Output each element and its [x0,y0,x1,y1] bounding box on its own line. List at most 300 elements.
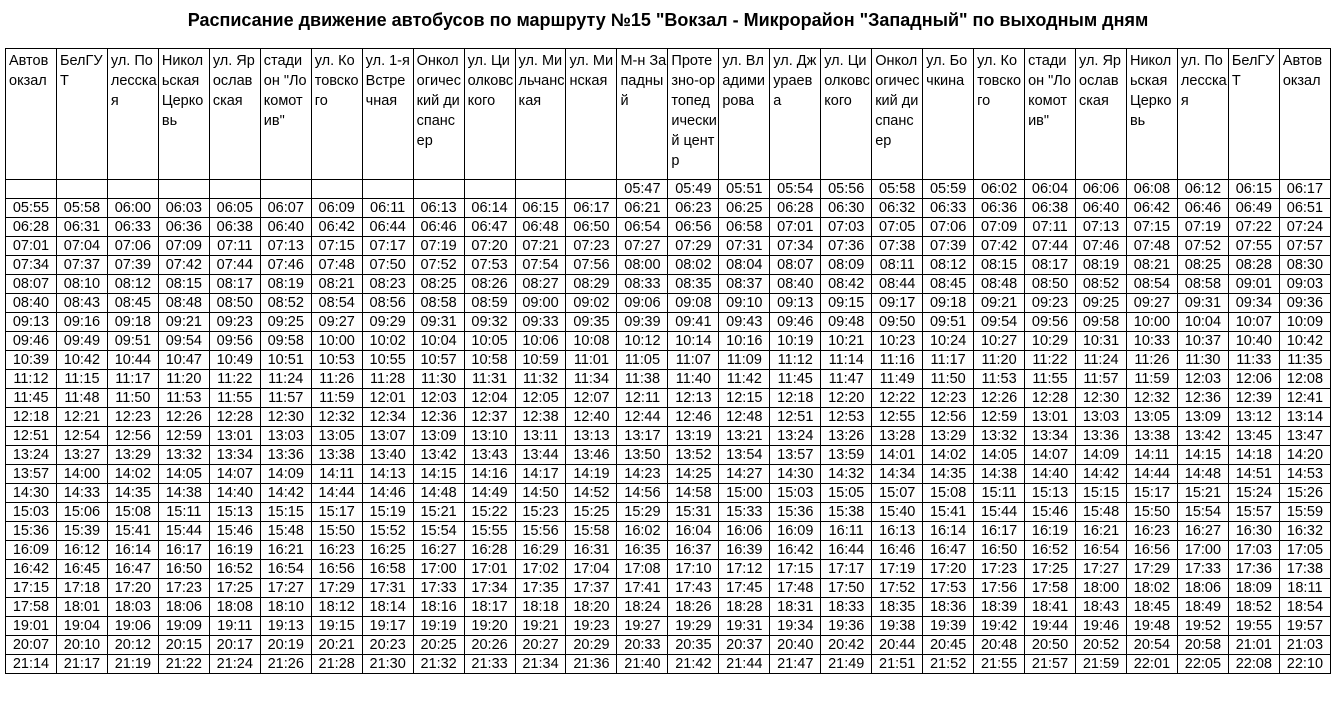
time-cell: 16:06 [719,522,770,541]
time-cell: 10:31 [1076,332,1127,351]
time-cell: 13:36 [260,446,311,465]
column-header: ул. Котовского [311,49,362,180]
time-cell: 19:06 [107,617,158,636]
time-cell: 13:26 [821,427,872,446]
time-cell: 18:08 [209,598,260,617]
time-cell: 13:03 [1076,408,1127,427]
time-cell: 06:06 [1076,180,1127,199]
time-cell: 08:19 [260,275,311,294]
time-cell: 14:11 [1126,446,1177,465]
time-cell: 12:53 [821,408,872,427]
time-cell: 13:14 [1279,408,1330,427]
time-cell: 17:45 [719,579,770,598]
time-cell: 09:21 [974,294,1025,313]
time-cell: 08:17 [1025,256,1076,275]
time-cell: 07:11 [209,237,260,256]
time-cell: 09:16 [56,313,107,332]
time-cell: 08:09 [821,256,872,275]
time-cell: 11:14 [821,351,872,370]
header-row [6,49,1331,180]
time-cell: 11:48 [56,389,107,408]
time-cell: 15:11 [974,484,1025,503]
time-cell: 15:15 [260,503,311,522]
time-cell: 06:15 [515,199,566,218]
time-cell: 11:16 [872,351,923,370]
time-cell: 09:35 [566,313,617,332]
time-cell: 13:05 [1126,408,1177,427]
time-cell: 12:30 [1076,389,1127,408]
table-row [6,541,1331,560]
time-cell: 08:07 [770,256,821,275]
time-cell: 21:26 [260,655,311,674]
time-cell: 07:34 [6,256,57,275]
time-cell: 20:42 [821,636,872,655]
time-cell: 13:59 [821,446,872,465]
time-cell: 11:57 [260,389,311,408]
time-cell: 11:30 [413,370,464,389]
time-cell: 08:30 [1279,256,1330,275]
time-cell: 07:13 [1076,218,1127,237]
time-cell: 08:35 [668,275,719,294]
time-cell: 12:51 [6,427,57,446]
time-cell: 09:27 [311,313,362,332]
time-cell: 11:31 [464,370,515,389]
time-cell: 13:27 [56,446,107,465]
time-cell: 18:33 [821,598,872,617]
time-cell: 21:42 [668,655,719,674]
time-cell: 08:56 [362,294,413,313]
time-cell: 14:50 [515,484,566,503]
time-cell: 16:50 [158,560,209,579]
time-cell: 12:04 [464,389,515,408]
time-cell: 13:17 [617,427,668,446]
time-cell: 14:17 [515,465,566,484]
time-cell: 07:44 [1025,237,1076,256]
time-cell: 12:37 [464,408,515,427]
time-cell: 12:44 [617,408,668,427]
column-header: М-н Западный [617,49,668,180]
time-cell: 17:15 [770,560,821,579]
time-cell: 07:48 [1126,237,1177,256]
time-cell: 05:56 [821,180,872,199]
time-cell: 11:15 [56,370,107,389]
time-cell: 15:40 [872,503,923,522]
time-cell: 08:59 [464,294,515,313]
time-cell: 07:09 [158,237,209,256]
time-cell: 14:33 [56,484,107,503]
time-cell: 15:54 [1177,503,1228,522]
time-cell: 07:39 [923,237,974,256]
time-cell: 14:30 [6,484,57,503]
time-cell: 22:05 [1177,655,1228,674]
time-cell: 09:56 [1025,313,1076,332]
time-cell: 18:39 [974,598,1025,617]
time-cell: 08:02 [668,256,719,275]
time-cell: 08:43 [56,294,107,313]
time-cell: 15:05 [821,484,872,503]
time-cell [260,180,311,199]
time-cell: 19:01 [6,617,57,636]
time-cell: 14:13 [362,465,413,484]
time-cell: 05:54 [770,180,821,199]
table-row [6,465,1331,484]
time-cell: 10:42 [1279,332,1330,351]
time-cell: 07:24 [1279,218,1330,237]
time-cell: 11:49 [872,370,923,389]
table-row [6,427,1331,446]
time-cell: 10:09 [1279,313,1330,332]
time-cell: 19:38 [872,617,923,636]
time-cell: 16:50 [974,541,1025,560]
time-cell: 11:45 [6,389,57,408]
time-cell: 13:05 [311,427,362,446]
table-row [6,237,1331,256]
time-cell: 16:42 [770,541,821,560]
time-cell: 09:06 [617,294,668,313]
column-header: ул. Ярославская [209,49,260,180]
time-cell: 17:36 [1228,560,1279,579]
column-header: ул. Бочкина [923,49,974,180]
table-row [6,522,1331,541]
time-cell: 14:25 [668,465,719,484]
time-cell: 08:28 [1228,256,1279,275]
time-cell: 20:50 [1025,636,1076,655]
time-cell: 15:39 [56,522,107,541]
time-cell: 16:17 [158,541,209,560]
time-cell: 15:54 [413,522,464,541]
time-cell: 15:36 [6,522,57,541]
time-cell: 12:32 [1126,389,1177,408]
time-cell: 19:29 [668,617,719,636]
time-cell: 10:00 [311,332,362,351]
time-cell: 13:09 [413,427,464,446]
time-cell: 07:20 [464,237,515,256]
time-cell: 10:55 [362,351,413,370]
time-cell: 20:52 [1076,636,1127,655]
time-cell: 17:35 [515,579,566,598]
time-cell: 20:45 [923,636,974,655]
time-cell: 21:52 [923,655,974,674]
time-cell: 12:18 [6,408,57,427]
table-row [6,218,1331,237]
time-cell: 07:50 [362,256,413,275]
time-cell: 19:19 [413,617,464,636]
time-cell: 10:19 [770,332,821,351]
time-cell: 14:00 [56,465,107,484]
time-cell: 07:15 [1126,218,1177,237]
time-cell: 14:05 [974,446,1025,465]
time-cell: 19:55 [1228,617,1279,636]
time-cell: 12:28 [1025,389,1076,408]
time-cell: 15:58 [566,522,617,541]
time-cell: 12:26 [158,408,209,427]
time-cell: 15:48 [1076,503,1127,522]
time-cell: 07:06 [923,218,974,237]
time-cell: 07:19 [413,237,464,256]
time-cell: 13:40 [362,446,413,465]
time-cell: 15:46 [1025,503,1076,522]
time-cell: 10:51 [260,351,311,370]
table-row [6,617,1331,636]
time-cell: 16:56 [1126,541,1177,560]
time-cell: 13:32 [158,446,209,465]
time-cell [56,180,107,199]
time-cell: 06:36 [974,199,1025,218]
time-cell: 14:15 [413,465,464,484]
time-cell: 17:37 [566,579,617,598]
time-cell: 17:00 [1177,541,1228,560]
time-cell: 11:47 [821,370,872,389]
time-cell: 14:09 [260,465,311,484]
time-cell: 15:21 [1177,484,1228,503]
time-cell: 18:54 [1279,598,1330,617]
time-cell: 17:04 [566,560,617,579]
time-cell: 09:17 [872,294,923,313]
time-cell: 21:51 [872,655,923,674]
time-cell: 07:54 [515,256,566,275]
time-cell: 16:44 [821,541,872,560]
table-row [6,199,1331,218]
time-cell: 20:19 [260,636,311,655]
time-cell: 09:46 [770,313,821,332]
time-cell: 14:18 [1228,446,1279,465]
time-cell: 15:03 [770,484,821,503]
time-cell: 06:09 [311,199,362,218]
time-cell: 06:28 [6,218,57,237]
time-cell: 08:12 [923,256,974,275]
time-cell: 10:04 [1177,313,1228,332]
time-cell: 18:18 [515,598,566,617]
time-cell: 16:29 [515,541,566,560]
time-cell: 13:42 [413,446,464,465]
time-cell: 07:52 [413,256,464,275]
time-cell: 19:31 [719,617,770,636]
time-cell: 21:01 [1228,636,1279,655]
column-header: БелГУТ [1228,49,1279,180]
time-cell: 20:54 [1126,636,1177,655]
time-cell: 15:48 [260,522,311,541]
column-header: Протезно-ортопедический центр [668,49,719,180]
time-cell: 10:16 [719,332,770,351]
time-cell: 18:06 [1177,579,1228,598]
time-cell: 18:06 [158,598,209,617]
time-cell: 17:10 [668,560,719,579]
time-cell: 15:08 [107,503,158,522]
time-cell: 18:31 [770,598,821,617]
time-cell: 17:33 [1177,560,1228,579]
time-cell: 06:38 [1025,199,1076,218]
time-cell: 06:32 [872,199,923,218]
time-cell: 09:49 [56,332,107,351]
time-cell: 15:07 [872,484,923,503]
time-cell: 10:37 [1177,332,1228,351]
time-cell: 06:03 [158,199,209,218]
time-cell: 17:20 [107,579,158,598]
time-cell: 06:38 [209,218,260,237]
time-cell: 17:58 [1025,579,1076,598]
time-cell: 13:19 [668,427,719,446]
time-cell: 10:33 [1126,332,1177,351]
time-cell: 08:21 [1126,256,1177,275]
time-cell: 05:49 [668,180,719,199]
time-cell: 12:06 [1228,370,1279,389]
time-cell: 13:24 [770,427,821,446]
time-cell: 12:32 [311,408,362,427]
time-cell: 18:26 [668,598,719,617]
time-cell: 11:53 [158,389,209,408]
table-row [6,484,1331,503]
time-cell: 11:28 [362,370,413,389]
time-cell: 11:40 [668,370,719,389]
time-cell: 08:33 [617,275,668,294]
time-cell: 11:12 [6,370,57,389]
time-cell: 14:48 [413,484,464,503]
time-cell: 13:34 [1025,427,1076,446]
time-cell: 06:30 [821,199,872,218]
time-cell: 14:38 [158,484,209,503]
time-cell: 14:32 [821,465,872,484]
time-cell: 13:45 [1228,427,1279,446]
time-cell: 17:25 [1025,560,1076,579]
time-cell: 06:40 [1076,199,1127,218]
time-cell: 14:44 [1126,465,1177,484]
time-cell: 12:30 [260,408,311,427]
time-cell: 16:42 [6,560,57,579]
time-cell: 13:34 [209,446,260,465]
time-cell: 13:54 [719,446,770,465]
time-cell: 14:35 [923,465,974,484]
time-cell: 06:44 [362,218,413,237]
time-cell: 06:33 [107,218,158,237]
time-cell: 16:19 [1025,522,1076,541]
time-cell: 11:50 [923,370,974,389]
time-cell: 16:04 [668,522,719,541]
time-cell: 15:00 [719,484,770,503]
time-cell: 17:18 [56,579,107,598]
column-header: Онкологический диспансер [872,49,923,180]
time-cell: 17:34 [464,579,515,598]
time-cell: 17:29 [1126,560,1177,579]
column-header: ул. Полесская [107,49,158,180]
time-cell: 10:44 [107,351,158,370]
table-row [6,503,1331,522]
time-cell: 18:03 [107,598,158,617]
time-cell: 19:46 [1076,617,1127,636]
time-cell: 11:22 [1025,351,1076,370]
time-cell: 13:38 [1126,427,1177,446]
time-cell: 17:00 [413,560,464,579]
time-cell: 07:04 [56,237,107,256]
time-cell: 13:21 [719,427,770,446]
time-cell: 09:01 [1228,275,1279,294]
time-cell: 10:08 [566,332,617,351]
time-cell: 14:52 [566,484,617,503]
time-cell: 09:50 [872,313,923,332]
time-cell: 20:23 [362,636,413,655]
time-cell: 11:55 [209,389,260,408]
time-cell: 20:26 [464,636,515,655]
time-cell: 13:10 [464,427,515,446]
time-cell: 14:34 [872,465,923,484]
time-cell: 06:28 [770,199,821,218]
time-cell: 14:56 [617,484,668,503]
time-cell: 13:01 [209,427,260,446]
time-cell: 11:05 [617,351,668,370]
time-cell: 06:51 [1279,199,1330,218]
page-title: Расписание движение автобусов по маршруту №15 "Вокзал - Микрорайон "Западный" по выходным дням [187,10,1149,30]
time-cell: 07:52 [1177,237,1228,256]
time-cell: 10:04 [413,332,464,351]
time-cell: 12:21 [56,408,107,427]
time-cell: 17:56 [974,579,1025,598]
time-cell: 12:22 [872,389,923,408]
time-cell: 12:13 [668,389,719,408]
time-cell: 10:00 [1126,313,1177,332]
time-cell: 20:33 [617,636,668,655]
time-cell: 08:52 [1076,275,1127,294]
time-cell: 12:56 [107,427,158,446]
time-cell: 06:48 [515,218,566,237]
time-cell: 06:49 [1228,199,1279,218]
time-cell: 09:56 [209,332,260,351]
time-cell: 11:34 [566,370,617,389]
time-cell: 19:34 [770,617,821,636]
time-cell: 12:41 [1279,389,1330,408]
time-cell: 09:48 [821,313,872,332]
time-cell: 12:15 [719,389,770,408]
time-cell: 08:11 [872,256,923,275]
column-header: стадион "Локомотив" [1025,49,1076,180]
time-cell: 15:57 [1228,503,1279,522]
time-cell: 06:40 [260,218,311,237]
time-cell: 12:40 [566,408,617,427]
time-cell: 06:15 [1228,180,1279,199]
time-cell: 15:08 [923,484,974,503]
time-cell [209,180,260,199]
time-cell: 14:27 [719,465,770,484]
time-cell: 17:43 [668,579,719,598]
time-cell: 09:25 [1076,294,1127,313]
time-cell: 11:59 [1126,370,1177,389]
time-cell: 20:21 [311,636,362,655]
time-cell: 12:36 [413,408,464,427]
time-cell: 21:36 [566,655,617,674]
table-row [6,560,1331,579]
time-cell: 18:12 [311,598,362,617]
time-cell: 18:17 [464,598,515,617]
time-cell: 19:13 [260,617,311,636]
time-cell [158,180,209,199]
time-cell: 14:58 [668,484,719,503]
table-row [6,598,1331,617]
time-cell: 14:02 [923,446,974,465]
time-cell: 10:05 [464,332,515,351]
column-header: Онкологический диспансер [413,49,464,180]
time-cell: 15:31 [668,503,719,522]
time-cell: 12:23 [923,389,974,408]
column-header: ул. 1-я Встречная [362,49,413,180]
time-cell: 07:53 [464,256,515,275]
time-cell: 08:25 [413,275,464,294]
column-header: Никольская Церковь [158,49,209,180]
time-cell: 13:09 [1177,408,1228,427]
time-cell: 21:19 [107,655,158,674]
time-cell: 15:59 [1279,503,1330,522]
time-cell: 17:12 [719,560,770,579]
time-cell: 07:37 [56,256,107,275]
time-cell: 07:06 [107,237,158,256]
time-cell: 15:52 [362,522,413,541]
